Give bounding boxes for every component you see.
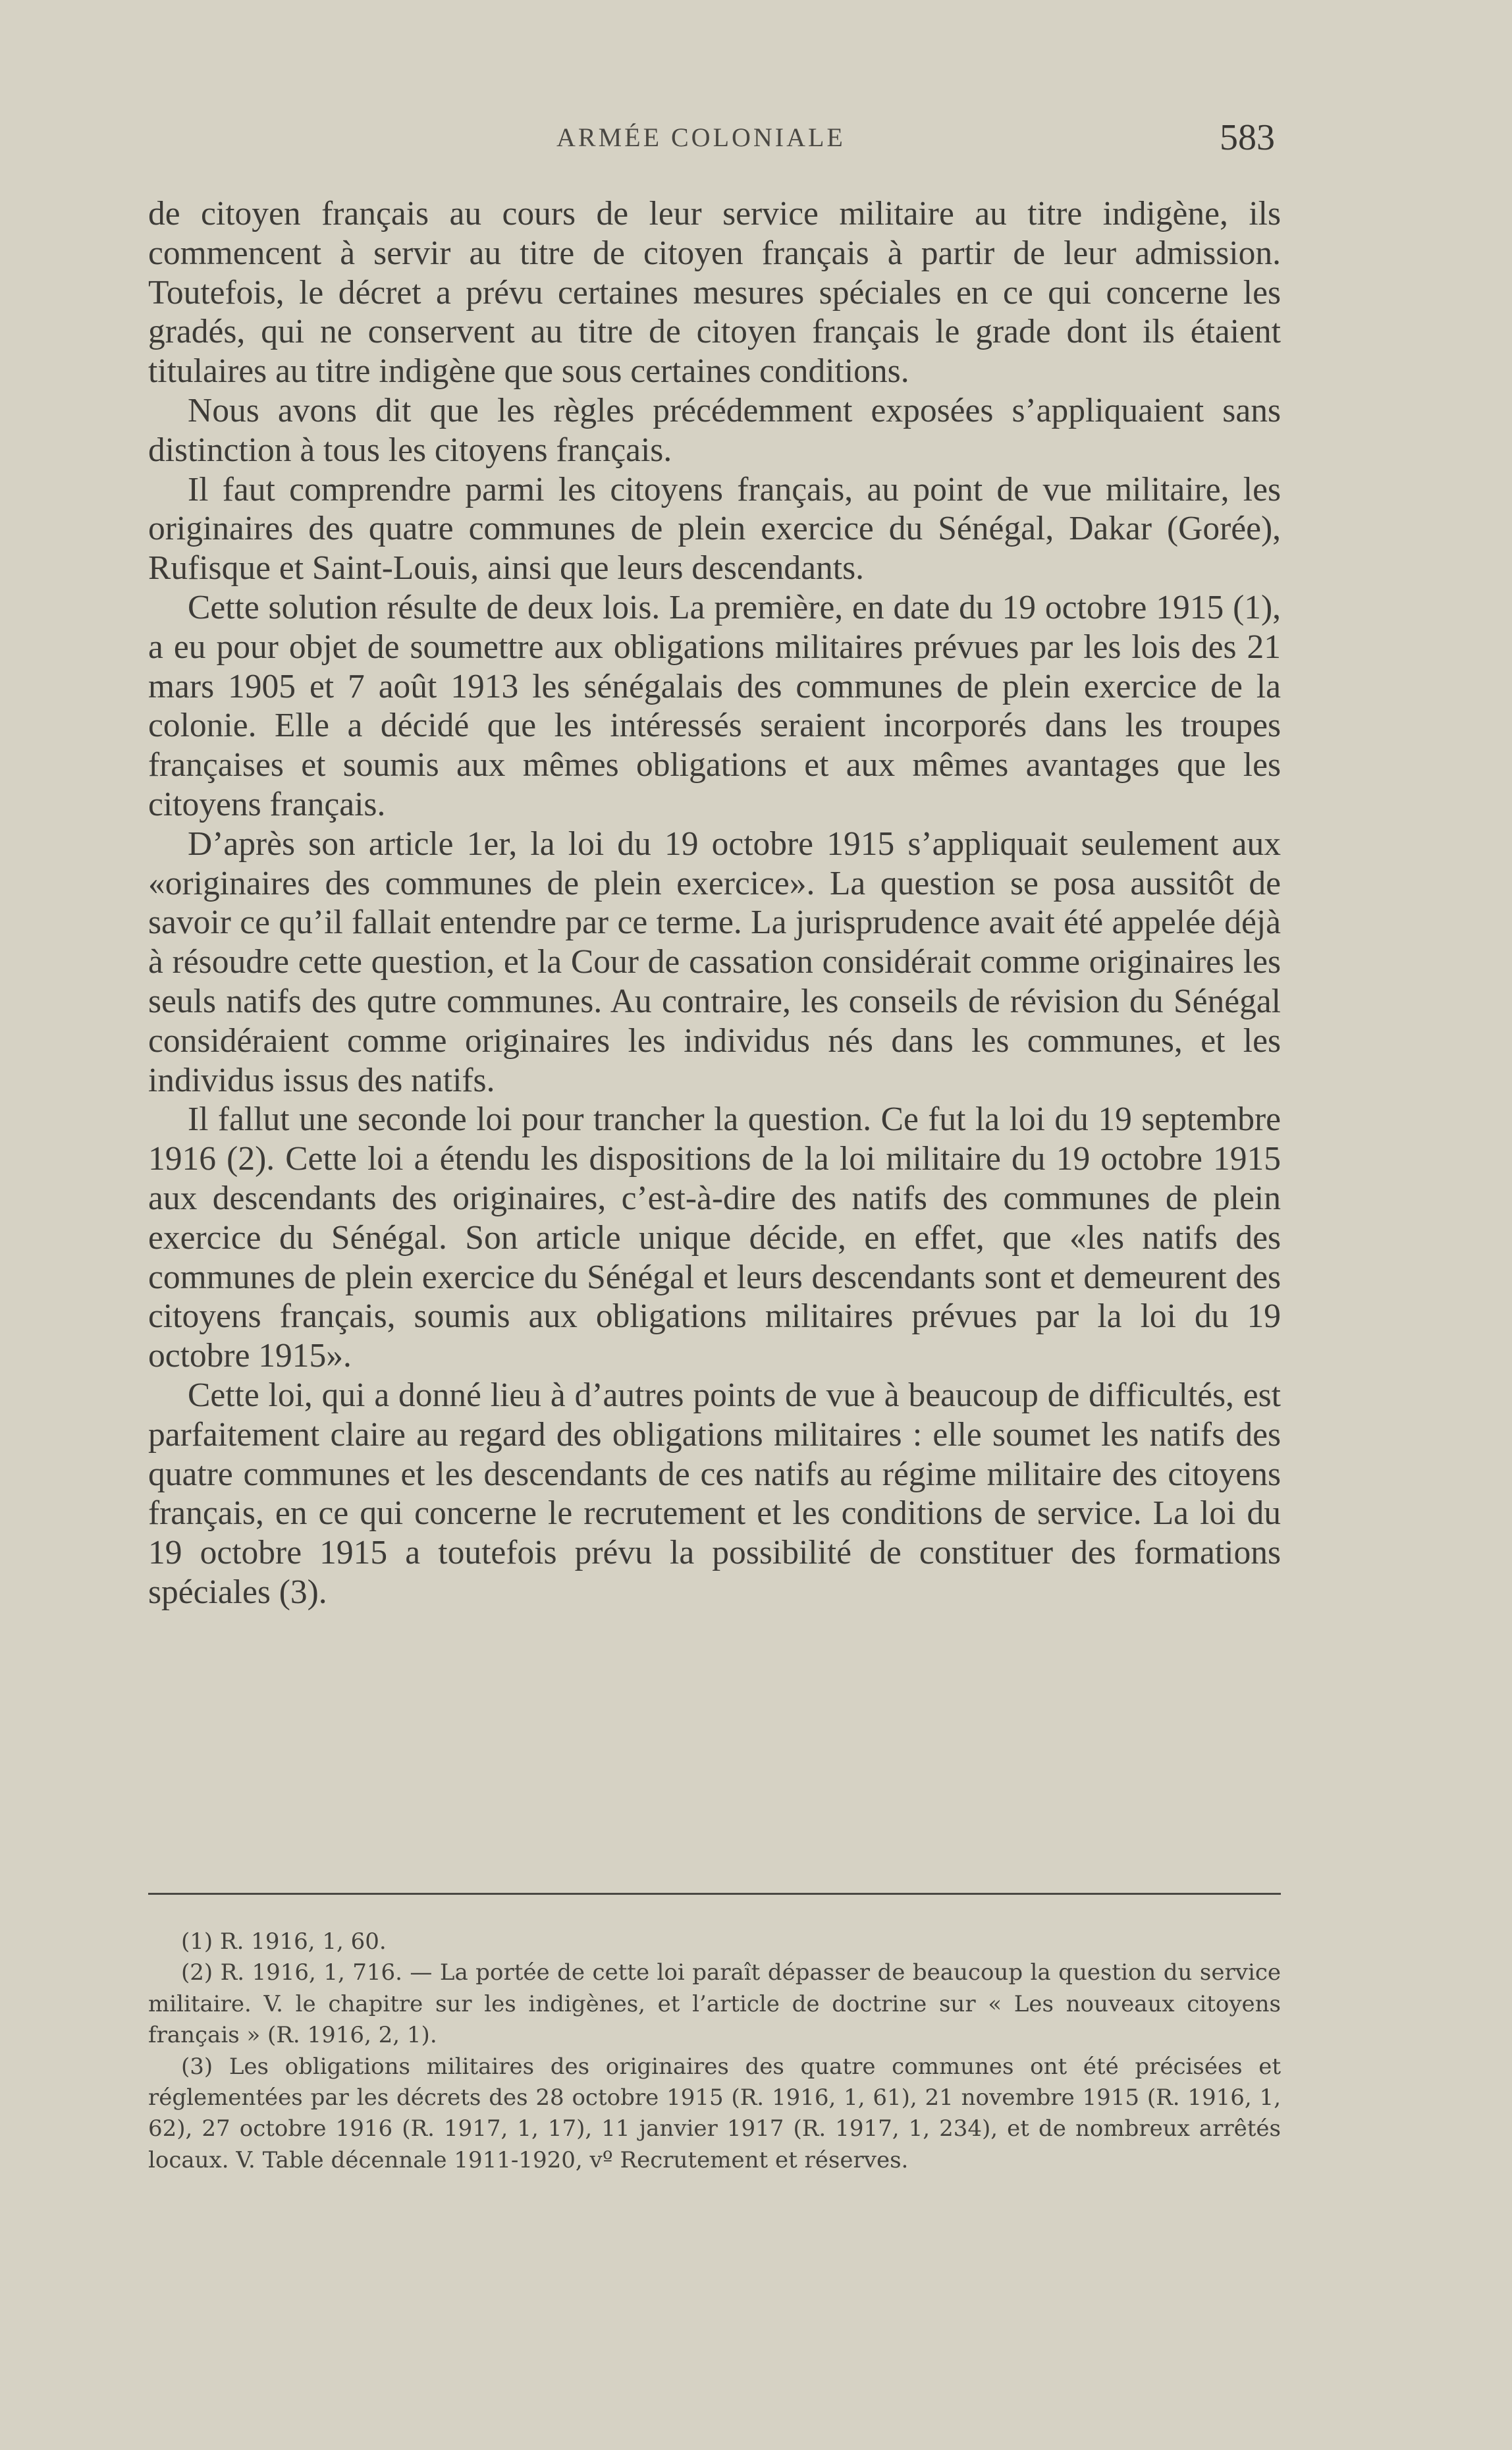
running-head <box>0 117 1512 168</box>
paragraph: Cette solution résulte de deux lois. La première, en date du 19 octobre 1915 (1), a eu pour objet de soumettre aux obligations militaires prévues par les lois des 21 mars 1905 et 7 août 1913 les sénégalais des communes de plein exercice de la colonie. Elle a décidé que les intéressés seraient incorporés dans les troupes françaises et soumis aux mêmes obligations et aux mêmes avantages que les citoyens français. <box>148 588 1281 823</box>
page-number: 583 <box>1220 117 1275 158</box>
running-title: ARMÉE COLONIALE <box>556 122 846 152</box>
footnotes <box>148 1926 1281 2176</box>
paragraph: D’après son article 1er, la loi du 19 octobre 1915 s’appliquait seulement aux «originaires des communes de plein exercice». La question se posa aussitôt de savoir ce qu’il fallait entendre par ce terme. La jurisprudence avait été appelée déjà à résoudre cette question, et la Cour de cassation considérait comme originaires les seuls natifs des qutre communes. Au contraire, les conseils de révision du Sénégal considéraient comme originaires les individus nés dans les communes, et les individus issus des natifs. <box>148 825 1281 1099</box>
paragraph: Cette loi, qui a donné lieu à d’autres points de vue à beaucoup de difficultés, est parfaitement claire au regard des obligations militaires : elle soumet les natifs des quatre communes et les descendants de ces natifs au régime militaire des citoyens français, en ce qui concerne le recrutement et les conditions de service. La loi du 19 octobre 1915 a toutefois prévu la possibilité de constituer des formations spéciales (3). <box>148 1376 1281 1611</box>
footnote: (2) R. 1916, 1, 716. — La portée de cette loi paraît dépasser de beaucoup la question du service militaire. V. le chapitre sur les indigènes, et l’article de doctrine sur « Les nouveaux citoyens français » (R. 1916, 2, 1). <box>148 1959 1281 2049</box>
paragraph: Il fallut une seconde loi pour trancher la question. Ce fut la loi du 19 septembre 1916 (2). Cette loi a étendu les dispositions de la loi militaire du 19 octobre 1915 aux descendants des originaires, c’est-à-dire des natifs des communes de plein exercice du Sénégal. Son article unique décide, en effet, que «les natifs des communes de plein exercice du Sénégal et leurs descendants sont et demeurent des citoyens français, soumis aux obligations militaires prévues par la loi du 19 octobre 1915». <box>148 1101 1281 1375</box>
paragraph: de citoyen français au cours de leur service militaire au titre indigène, ils commencent à servir au titre de citoyen français à partir de leur admission. Toutefois, le décret a prévu certaines mesures spéciales en ce qui concerne les gradés, qui ne conservent au titre de citoyen français le grade dont ils étaient titulaires au titre indigène que sous certaines conditions. <box>148 195 1281 391</box>
paragraph: Nous avons dit que les règles précédemment exposées s’appliquaient sans distinction à tous les citoyens français. <box>148 391 1281 469</box>
footnote: (3) Les obligations militaires des originaires des quatre communes ont été précisées et réglementées par les décrets des 28 octobre 1915 (R. 1916, 1, 61), 21 novembre 1915 (R. 1916, 1, 62), 27 octobre 1916 (R. 1917, 1, 17), 11 janvier 1917 (R. 1917, 1, 234), et de nombreux arrêtés locaux. V. Table décennale 1911-1920, vº Recrutement et réserves. <box>148 2053 1281 2173</box>
footnote-separator <box>148 1893 1281 1895</box>
footnote: (1) R. 1916, 1, 60. <box>181 1928 387 1955</box>
paragraph: Il faut comprendre parmi les citoyens français, au point de vue militaire, les originaires des quatre communes de plein exercice du Sénégal, Dakar (Gorée), Rufisque et Saint-Louis, ainsi que leurs descendants. <box>148 470 1281 587</box>
body-text <box>148 194 1281 1612</box>
